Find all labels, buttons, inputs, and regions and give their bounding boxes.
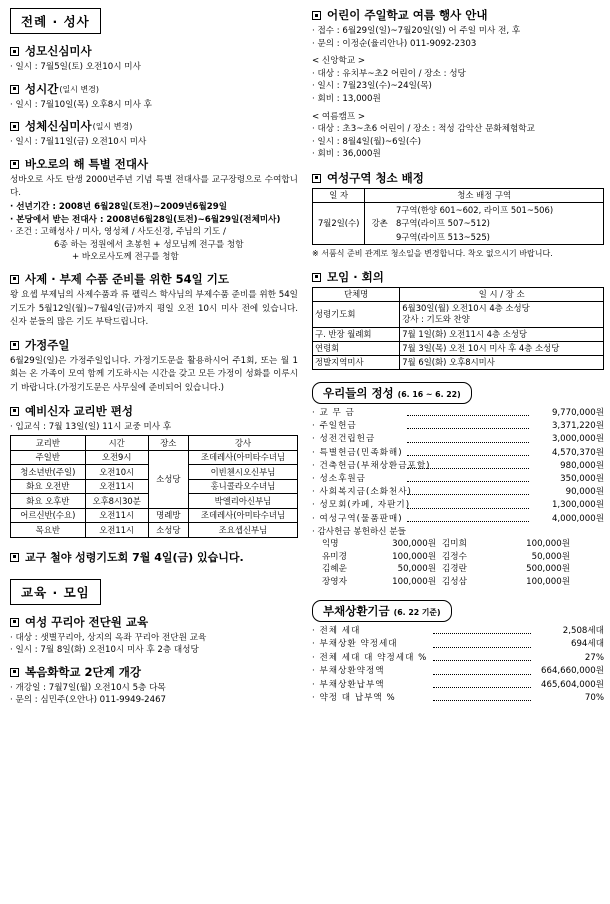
offering-label: · 건축헌금(부채상환금포함) (312, 460, 431, 471)
offering-amount: 4,000,000원 (551, 513, 604, 524)
offering-amount: 3,371,220원 (551, 421, 604, 432)
offering-row (312, 473, 604, 486)
dot-leader (433, 665, 531, 674)
notice-title: 모임 · 회의 (327, 269, 384, 284)
debt-label: · 전체 세대 (312, 625, 361, 636)
bullet-square-icon (10, 553, 19, 562)
offering-amount: 3,000,000원 (551, 434, 604, 445)
bullet-square-icon (10, 618, 19, 627)
donor-name: 김성삼 (442, 576, 467, 587)
notice-line: · 본당에서 받는 전대사 : 2008년6월28일(토전)~6월29일(전체미사) (10, 214, 281, 225)
table-cell: 어르신반(수요) (11, 508, 86, 523)
table-cell: 성령기도회 (313, 301, 400, 327)
meeting-detail: 강사 : 기도와 찬양 (402, 314, 470, 325)
table-cell: 오전11시 (85, 508, 148, 523)
notice-paragraph: 왕 요셉 부제님의 사제수품과 류 펠릭스 학사님의 부제수품 준비를 위한 54일 기도가 5월12일(월)~7월4일(금)까지 평일 오전 10시 미사 전에 있습니다. 신자 분들의 많은 기도 부탁드립니다. (10, 289, 298, 328)
table-cell: 연령회 (313, 341, 400, 355)
notice-paragraph: 6월29일(일)은 가정주일입니다. 가정기도문을 활용하시어 주1회, 또는 월 1회는 온 가족이 모여 함께 기도하시는 시간을 갖고 모든 가정이 성화를 이루시기 바랍니다.(가정기도문은 사무실에 준비되어 있습니다.) (10, 355, 298, 393)
notice-line: · 회비 : 36,000원 (312, 149, 381, 160)
offering-row (312, 447, 604, 460)
dot-leader (407, 460, 529, 469)
debt-value: 465,604,000원 (541, 679, 604, 690)
bullet-square-icon (10, 160, 19, 169)
table-cell: 8구역(라이프 507~512) (394, 216, 604, 230)
table-cell: 소성당 (148, 450, 188, 508)
notice-family-sunday (10, 338, 298, 396)
notice-line: · 개강일 : 7월7일(월) 오전10시 5층 다목 (10, 682, 166, 693)
table-header-row (313, 287, 604, 301)
table-row (313, 202, 604, 216)
notice-paragraph: 성바오로 사도 탄생 2000년주년 기념 특별 전대사를 교구장령으로 수여합니다. (10, 174, 298, 199)
cleaning-table (312, 188, 604, 245)
table-cell: 7월 6일(화) 오후8시미사 (400, 355, 604, 369)
bullet-square-icon (10, 122, 19, 131)
notice-title: 성시간 (25, 81, 59, 96)
offerings-title-box (312, 382, 472, 404)
table-cell: 7월2일(수) (313, 202, 365, 244)
table-row (11, 508, 298, 523)
donor-name: 김경란 (442, 564, 467, 575)
dot-leader (407, 473, 529, 482)
table-cell: 오전9시 (85, 450, 148, 465)
notice-title: 가정주일 (25, 337, 70, 352)
table-row (313, 355, 604, 369)
notice-title: 여성구역 청소 배정 (327, 170, 424, 185)
table-cell: 7월 3일(목) 오전 10시 미사 후 4층 소성당 (400, 341, 604, 355)
notice-catechumen-class (10, 404, 298, 538)
offerings-period: (6. 16 ~ 6. 22) (397, 389, 461, 399)
donor-name: 장영자 (322, 576, 347, 587)
table-row (11, 450, 298, 465)
debt-label: · 약정 대 납부액 % (312, 693, 396, 704)
notice-evangelization-school (10, 665, 298, 707)
donor-name: 유미경 (322, 551, 347, 562)
thanks-heading: · 감사헌금 봉헌하신 분들 (312, 526, 406, 537)
debt-date: (6. 22 기준) (393, 607, 441, 617)
column-header: 일 자 (313, 188, 365, 202)
table-cell: 조데레사(아미타수녀님 (188, 450, 297, 465)
table-cell: 명례방 (148, 508, 188, 523)
notice-title: 여성 꾸리아 전단원 교육 (25, 614, 149, 629)
notice-title: 성체신심미사 (25, 119, 92, 134)
debt-title: 부채상환기금 (323, 603, 390, 618)
notice-title: 교구 철야 성령기도회 7월 4일(금) 있습니다. (25, 550, 244, 564)
notice-title: 사제 · 부제 수품 준비를 위한 54일 기도 (25, 271, 229, 286)
table-cell: 오전11시 (85, 479, 148, 494)
table-cell: 화요 오전반 (11, 479, 86, 494)
bullet-square-icon (10, 85, 19, 94)
debt-value: 664,660,000원 (541, 666, 604, 677)
offering-label: · 성모회(카페, 자판기) (312, 500, 411, 511)
table-cell: 박엘리아신부님 (188, 494, 297, 509)
dot-leader (407, 447, 529, 456)
notice-line: · 일시 : 8월4일(월)~6일(수) (312, 136, 421, 147)
donor-amount: 300,000원 (392, 539, 436, 550)
offering-label: · 성전건립헌금 (312, 434, 376, 445)
column-header: 교리반 (11, 436, 86, 451)
debt-fund-section (312, 600, 604, 705)
offering-amount: 980,000원 (560, 460, 604, 471)
notice-line: · 일시 : 7월5일(토) 오전10시 미사 (10, 62, 141, 72)
offering-row (312, 407, 604, 420)
table-row (313, 327, 604, 341)
column-header: 시간 (85, 436, 148, 451)
notice-line: · 일시 : 7월10일(목) 오후8시 미사 후 (10, 99, 152, 110)
bullet-square-icon (10, 47, 19, 56)
dot-leader (433, 652, 531, 661)
bullet-square-icon (10, 275, 19, 284)
offering-amount: 1,300,000원 (551, 500, 604, 511)
offering-label: · 성소후원금 (312, 473, 366, 484)
debt-list (312, 625, 604, 705)
section-header-education: 교육 · 모임 (10, 579, 101, 605)
table-cell: 화요 오후반 (11, 494, 86, 509)
notice-line: · 대상 : 샛별꾸리아, 상지의 옥좌 꾸리아 전단원 교육 (10, 632, 207, 643)
debt-row (312, 665, 604, 678)
table-header-row (11, 436, 298, 451)
column-header: 장소 (148, 436, 188, 451)
notice-line: · 문의 : 심민주(오안나) 011-9949-2467 (10, 695, 167, 706)
notice-eucharist-mass (10, 119, 298, 149)
notice-subheading: < 신앙학교 > (312, 56, 366, 67)
cleaning-note: ※ 서품식 준비 관계로 청소일을 변경합니다. 착오 없으시기 바랍니다. (312, 248, 553, 258)
offering-row (312, 499, 604, 512)
dot-leader (407, 486, 529, 495)
debt-label: · 부채상환납부액 (312, 679, 385, 690)
debt-value: 27% (584, 652, 604, 663)
table-cell: 오후8시30분 (85, 494, 148, 509)
dot-leader (433, 625, 531, 634)
debt-row (312, 692, 604, 705)
debt-value: 70% (584, 693, 604, 704)
section-header-liturgy: 전례 · 성사 (10, 8, 101, 34)
table-cell: 청소년반(주일) (11, 465, 86, 480)
meeting-time: 6월30일(월) 오전10시 4층 소성당 (402, 303, 530, 314)
notice-line: 6종 하는 정원에서 초봉헌 + 성모님께 전구를 청함 (54, 239, 244, 250)
offering-row (312, 460, 604, 473)
offering-label: · 주일헌금 (312, 421, 357, 432)
table-cell: 목요반 (11, 523, 86, 538)
notice-subheading: < 여름캠프 > (312, 111, 366, 122)
offering-row (312, 433, 604, 446)
offering-label: · 사회복지금(소화천사) (312, 487, 412, 498)
offering-label: · 특별헌금(민족화해) (312, 447, 403, 458)
debt-title-box (312, 600, 452, 622)
notice-line: · 대상 : 초3~초6 어린이 / 장소 : 적성 감악산 문화체험학교 (312, 124, 535, 135)
dot-leader (407, 420, 529, 429)
notice-line: · 문의 : 이정순(율리안나) 011-9092-2303 (312, 38, 477, 49)
dot-leader (407, 499, 529, 508)
bullet-square-icon (312, 174, 321, 183)
notice-title-note: (일시 변경) (59, 84, 100, 94)
donor-amount: 100,000원 (392, 576, 436, 587)
donor-amount: 100,000원 (392, 551, 436, 562)
donor-name: 김미희 (442, 539, 467, 550)
offering-amount: 350,000원 (560, 473, 604, 484)
offering-label: · 여성구역(물품판매) (312, 513, 403, 524)
table-row (313, 301, 604, 327)
notice-title: 예비신자 교리반 편성 (25, 403, 133, 418)
donor-name: 김혜운 (322, 564, 347, 575)
debt-value: 694세대 (570, 639, 604, 650)
donor-grid (322, 538, 604, 588)
notice-children-summer (312, 8, 604, 161)
debt-row (312, 679, 604, 692)
notice-title: 바오로의 해 특별 전대사 (25, 156, 149, 171)
debt-label: · 부채상환 약정세대 (312, 639, 398, 650)
dot-leader (407, 407, 529, 416)
donor-amount: 100,000원 (526, 576, 570, 587)
donor-amount: 100,000원 (526, 539, 570, 550)
dot-leader (407, 513, 529, 522)
table-cell: 7월 1일(화) 오전11시 4층 소성당 (400, 327, 604, 341)
offering-amount: 9,770,000원 (551, 407, 604, 418)
table-cell: 주일반 (11, 450, 86, 465)
column-header: 단체명 (313, 287, 400, 301)
notice-cleaning-assignment (312, 171, 604, 260)
table-cell: 오전10시 (85, 465, 148, 480)
debt-value: 2,508세대 (562, 625, 604, 636)
notice-holy-hour (10, 82, 298, 112)
table-cell: 강촌 (365, 202, 394, 244)
notice-line: · 접수 : 6월29일(일)~7월20일(일) 어 주일 미사 전, 후 (312, 26, 521, 36)
column-header: 일 시 / 장 소 (400, 287, 604, 301)
offerings-title: 우리들의 정성 (323, 385, 394, 400)
debt-row (312, 625, 604, 638)
meetings-table (312, 287, 604, 370)
notice-title: 성모신심미사 (25, 44, 92, 58)
offerings-list (312, 407, 604, 526)
table-cell: 오전11시 (85, 523, 148, 538)
table-cell: 정발지역미사 (313, 355, 400, 369)
notice-line: · 대상 : 유치부~초2 어린이 / 장소 : 성당 (312, 68, 466, 79)
notice-title: 어린이 주일학교 여름 행사 안내 (327, 8, 488, 22)
notice-marian-mass (10, 44, 298, 74)
table-header-row (313, 188, 604, 202)
table-cell (400, 301, 604, 327)
debt-row (312, 638, 604, 651)
dot-leader (433, 679, 531, 688)
column-header: 청소 배정 구역 (365, 188, 604, 202)
notice-line: · 선년기간 : 2008년 6월28일(토전)~2009년6월29일 (10, 201, 228, 212)
notice-line: · 일시 : 7월11일(금) 오전10시 미사 (10, 137, 147, 148)
bullet-square-icon (10, 668, 19, 677)
table-cell: 조데레사(아미타수녀님 (188, 508, 297, 523)
table-row (11, 523, 298, 538)
dot-leader (433, 638, 531, 647)
offering-amount: 90,000원 (565, 487, 604, 498)
table-cell: 구. 반장 월례회 (313, 327, 400, 341)
donor-name: 김정수 (442, 551, 467, 562)
notice-line: · 입교식 : 7월 13일(일) 11시 교중 미사 후 (10, 421, 172, 432)
donor-amount: 50,000원 (397, 564, 436, 575)
notice-ordination-prayer (10, 272, 298, 330)
notice-pauline-indulgence (10, 157, 298, 264)
table-cell: 이빈첸시오신부님 (188, 465, 297, 480)
debt-label: · 전체 세대 대 약정세대 % (312, 652, 428, 663)
right-column (312, 8, 604, 713)
notice-line: + 바오로사도께 전구를 청함 (72, 252, 179, 263)
notice-meetings (312, 270, 604, 370)
donor-amount: 500,000원 (526, 564, 570, 575)
notice-holy-spirit-vigil (10, 550, 298, 565)
debt-label: · 부채상환약정액 (312, 666, 385, 677)
offering-row (312, 513, 604, 526)
notice-line: · 일시 : 7월23일(수)~24일(목) (312, 81, 432, 92)
table-row (313, 341, 604, 355)
table-cell: 조요셉신부님 (188, 523, 297, 538)
notice-curia-training (10, 615, 298, 657)
notice-line: · 일시 : 7월 8일(화) 오전10시 미사 후 2층 대성당 (10, 645, 199, 656)
bullet-square-icon (312, 273, 321, 282)
bullet-square-icon (10, 341, 19, 350)
left-column (10, 8, 298, 715)
donor-name: 익명 (322, 539, 339, 550)
notice-line: · 조건 : 고해성사 / 미사, 영성체 / 사도신경, 주님의 기도 / (10, 227, 226, 238)
offering-row (312, 486, 604, 499)
table-cell: 9구역(라이프 513~525) (394, 230, 604, 244)
donor-amount: 50,000원 (531, 551, 570, 562)
notice-title-note: (일시 변경) (92, 122, 133, 132)
table-cell: 소성당 (148, 523, 188, 538)
offerings-section (312, 382, 604, 588)
table-cell: 7구역(한양 601~602, 라이프 501~506) (394, 202, 604, 216)
offering-amount: 4,570,370원 (551, 447, 604, 458)
bullet-square-icon (10, 407, 19, 416)
notice-title: 복음화학교 2단계 개강 (25, 664, 141, 679)
dot-leader (407, 433, 529, 442)
catechism-schedule-table (10, 435, 298, 538)
offering-row (312, 420, 604, 433)
table-cell: 홍니콜라오수녀님 (188, 479, 297, 494)
bullet-square-icon (312, 11, 321, 20)
debt-row (312, 652, 604, 665)
notice-line: · 회비 : 13,000원 (312, 93, 381, 104)
offering-label: · 교 무 금 (312, 407, 355, 418)
column-header: 강사 (188, 436, 297, 451)
dot-leader (433, 692, 531, 701)
